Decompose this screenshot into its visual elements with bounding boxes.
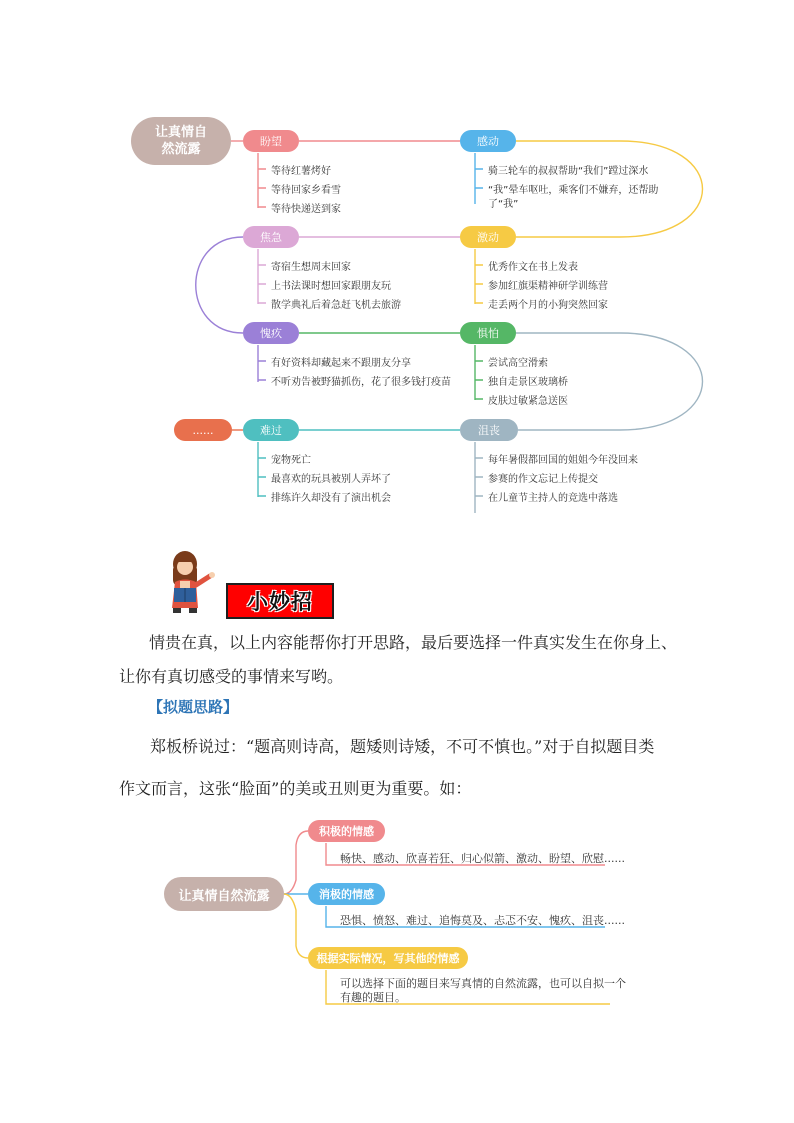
branch-jidong: 激动 [460,226,516,248]
branch-positive: 积极的情感 [308,820,385,842]
leaf-jiaoji-1: 寄宿生想周末回家 [271,262,351,273]
mindmap1-root: 让真情自 然流露 [131,117,231,165]
leaf-jidong-1: 优秀作文在书上发表 [488,262,578,273]
leaf-jupa-1: 尝试高空滑索 [488,358,548,369]
leaf-kuijiu-1: 有好资料却藏起来不跟朋友分享 [271,358,411,369]
leaf-jusang-3: 在儿童节主持人的竞选中落选 [488,493,618,504]
leaf-gandong-3: 了“我” [488,199,519,210]
leaf-negative: 恐惧、愤怒、难过、追悔莫及、忐忑不安、愧疚、沮丧...... [340,914,625,927]
leaf-jidong-2: 参加红旗渠精神研学训练营 [488,281,608,292]
leaf-panwang-1: 等待红薯烤好 [271,166,331,177]
branch-panwang: 盼望 [243,130,299,152]
leaf-nanguo-1: 宠物死亡 [271,455,311,466]
branch-gandong: 感动 [460,130,516,152]
leaf-nanguo-2: 最喜欢的玩具被别人弄坏了 [271,474,391,485]
branch-jiaoji: 焦急 [243,226,299,248]
leaf-kuijiu-2: 不听劝告被野猫抓伤，花了很多钱打疫苗 [271,377,451,388]
branch-jupa: 惧怕 [460,322,516,344]
paragraph-tip-line1: 情贵在真，以上内容能帮你打开思路，最后要选择一件真实发生在你身上、 [149,633,678,652]
leaf-other-line2: 有趣的题目。 [340,991,406,1004]
leaf-nanguo-3: 排练许久却没有了演出机会 [271,493,391,504]
branch-more: ...... [174,419,232,441]
paragraph-quote-line1: 郑板桥说过：“题高则诗高，题矮则诗矮，不可不慎也。”对于自拟题目类 [150,737,655,756]
branch-nanguo: 难过 [243,419,299,441]
section-heading: 【拟题思路】 [148,698,239,716]
tip-banner: 小妙招 [226,583,334,619]
leaf-jidong-3: 走丢两个月的小狗突然回家 [488,300,608,311]
leaf-jusang-1: 每年暑假都回国的姐姐今年没回来 [488,455,638,466]
branch-negative: 消极的情感 [308,883,385,905]
leaf-positive: 畅快、感动、欣喜若狂、归心似箭、激动、盼望、欣慰...... [340,852,625,865]
leaf-gandong-1: 骑三轮车的叔叔帮助“我们”蹚过深水 [488,166,649,177]
branch-kuijiu: 愧疚 [243,322,299,344]
leaf-panwang-3: 等待快递送到家 [271,204,341,215]
paragraph-quote-line2: 作文而言，这张“脸面”的美或丑则更为重要。如： [119,779,472,798]
mindmap2-root: 让真情自然流露 [164,877,284,911]
leaf-jiaoji-2: 上书法课时想回家跟朋友玩 [271,281,391,292]
paragraph-tip-line2: 让你有真切感受的事情来写哟。 [119,667,344,686]
branch-jusang: 沮丧 [460,419,518,441]
leaf-jupa-2: 独自走景区玻璃桥 [488,377,568,388]
leaf-jiaoji-3: 散学典礼后着急赶飞机去旅游 [271,300,401,311]
leaf-jupa-3: 皮肤过敏紧急送医 [488,396,568,407]
leaf-jusang-2: 参赛的作文忘记上传提交 [488,474,598,485]
leaf-other-line1: 可以选择下面的题目来写真情的自然流露，也可以自拟一个 [340,977,626,990]
branch-other: 根据实际情况，写其他的情感 [308,947,468,969]
leaf-gandong-2: “我”晕车呕吐，乘客们不嫌弃，还帮助 [488,185,659,196]
leaf-panwang-2: 等待回家乡看雪 [271,185,341,196]
